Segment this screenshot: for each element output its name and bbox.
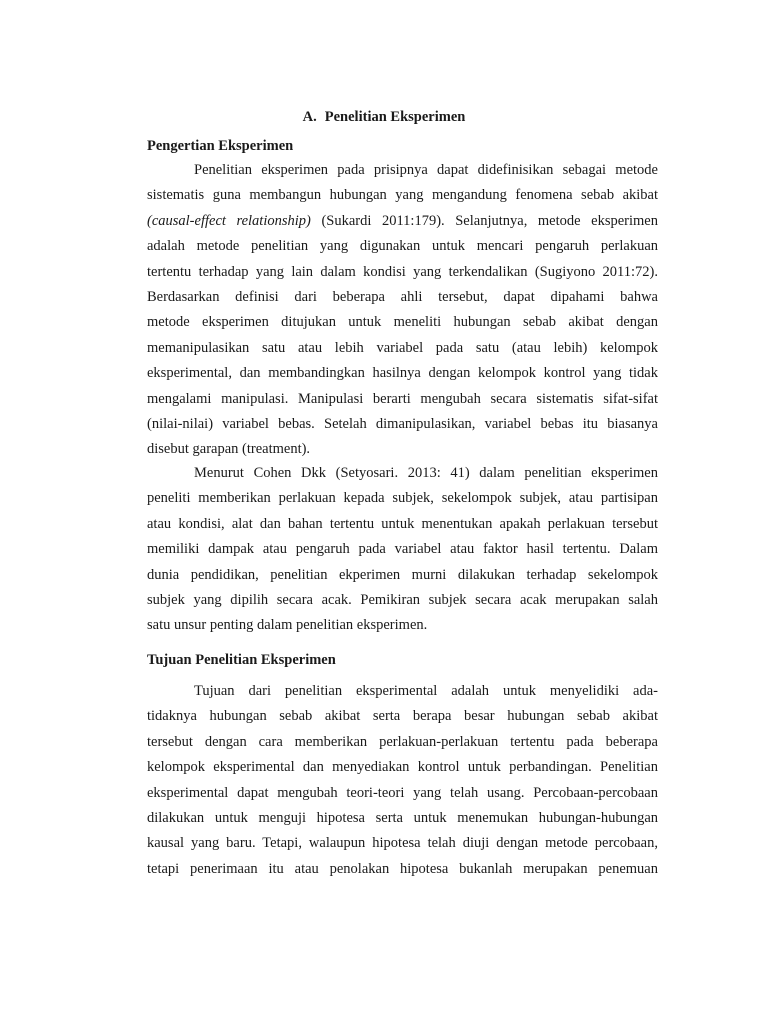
text-line: Tujuan dari penelitian eksperimental adalah untuk menyelidiki ada-: [194, 683, 658, 699]
text-line: kausal yang baru. Tetapi, walaupun hipotesa telah diuji dengan metode percobaan,: [147, 835, 658, 852]
section-title: Penelitian Eksperimen: [324, 109, 466, 125]
text-line: atau kondisi, alat dan bahan tertentu untuk menentukan apakah perlakuan tersebut: [147, 515, 658, 532]
section-number: A.: [302, 109, 317, 125]
text-line: Berdasarkan definisi dari beberapa ahli tersebut, dapat dipahami bahwa: [147, 288, 658, 305]
text-line: Menurut Cohen Dkk (Setyosari. 2013: 41) dalam penelitian eksperimen: [194, 465, 658, 481]
text-line: [147, 209, 658, 234]
subsection-heading-pengertian: Pengertian Eksperimen: [147, 138, 294, 154]
text-line: eksperimental dapat mengubah teori-teori yang telah usang. Percobaan-percobaan: [147, 784, 658, 801]
text-line: mengalami manipulasi. Manipulasi berarti mengubah secara sistematis sifat-sifat: [147, 390, 658, 407]
text-line: tertentu terhadap yang lain dalam kondisi yang terkendalikan (Sugiyono 2011:72).: [147, 263, 658, 280]
text-line: memiliki dampak atau pengaruh pada variabel atau faktor hasil tertentu. Dalam: [147, 541, 658, 558]
text-line: Penelitian eksperimen pada prisipnya dapat didefinisikan sebagai metode: [194, 162, 658, 178]
text-line: sistematis guna membangun hubungan yang mengandung fenomena sebab akibat: [147, 187, 658, 204]
text-line: adalah metode penelitian yang digunakan untuk mencari pengaruh perlakuan: [147, 238, 658, 255]
text-line: tidaknya hubungan sebab akibat serta berapa besar hubungan sebab akibat: [147, 708, 658, 725]
section-heading: [0, 107, 768, 127]
paragraph-tujuan-1: [147, 679, 658, 882]
text-line: metode eksperimen ditujukan untuk meneliti hubungan sebab akibat dengan: [147, 314, 658, 331]
text-line: tersebut dengan cara memberikan perlakuan-perlakuan tertentu pada beberapa: [147, 733, 658, 750]
text-line: satu unsur penting dalam penelitian eksperimen.: [147, 617, 428, 634]
text-line: memanipulasikan satu atau lebih variabel pada satu (atau lebih) kelompok: [147, 339, 658, 356]
text-line-rest: (Sukardi 2011:179). Selanjutnya, metode eksperimen: [310, 212, 658, 229]
subsection-heading-tujuan: Tujuan Penelitian Eksperimen: [147, 652, 336, 668]
paragraph-pengertian-1: [147, 158, 658, 463]
text-line: dilakukan untuk menguji hipotesa serta untuk menemukan hubungan-hubungan: [147, 809, 658, 826]
text-line: disebut garapan (treatment).: [147, 441, 311, 458]
italic-term: (causal-effect relationship): [147, 212, 311, 229]
text-line: dunia pendidikan, penelitian ekperimen murni dilakukan terhadap sekelompok: [147, 566, 658, 583]
paragraph-pengertian-2: [147, 461, 658, 639]
text-line: subjek yang dipilih secara acak. Pemikiran subjek secara acak merupakan salah: [147, 591, 658, 608]
text-line: (nilai-nilai) variabel bebas. Setelah dimanipulasikan, variabel bebas itu biasanya: [147, 415, 658, 432]
text-line: eksperimental, dan membandingkan hasilnya dengan kelompok kontrol yang tidak: [147, 365, 658, 382]
text-line: peneliti memberikan perlakuan kepada subjek, sekelompok subjek, atau partisipan: [147, 490, 658, 507]
text-line: tetapi penerimaan itu atau penolakan hipotesa bukanlah merupakan penemuan: [147, 860, 658, 877]
text-line: kelompok eksperimental dan menyediakan kontrol untuk perbandingan. Penelitian: [147, 759, 658, 776]
